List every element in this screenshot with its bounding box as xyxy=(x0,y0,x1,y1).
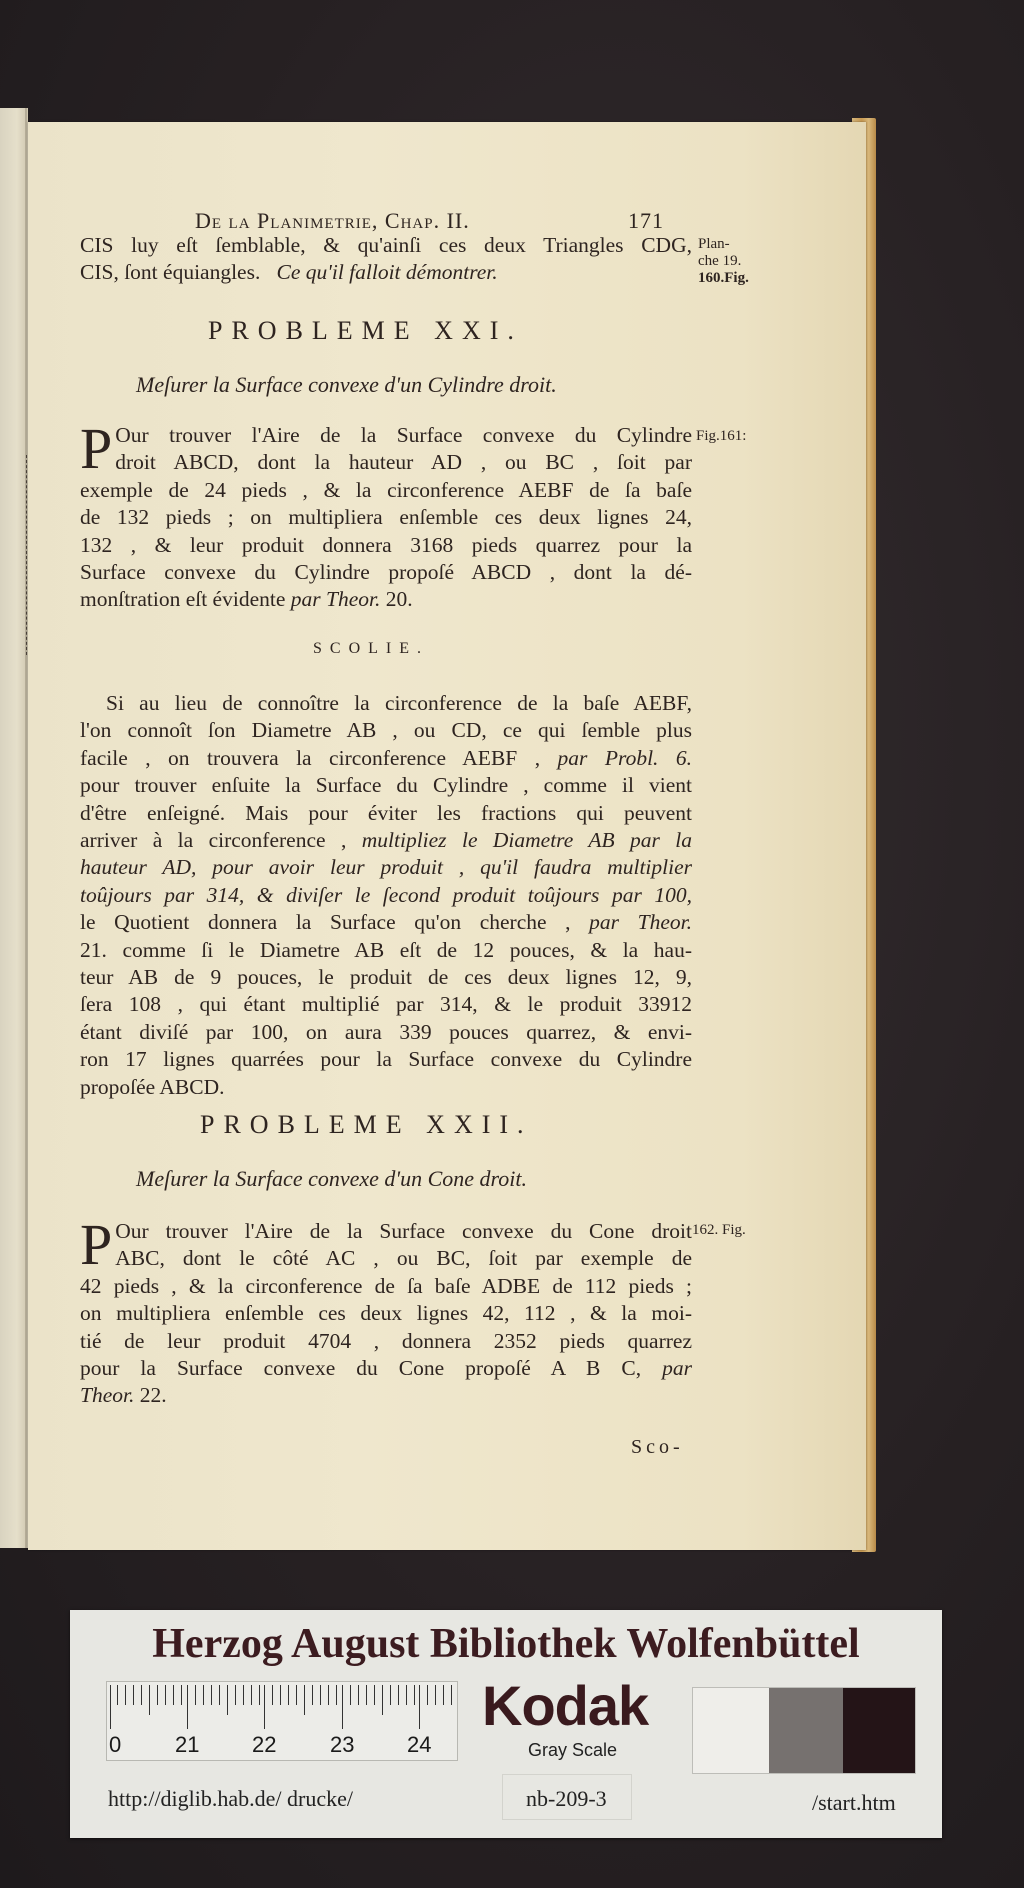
heading-scolie: SCOLIE. xyxy=(313,640,429,657)
continuation-text xyxy=(80,232,692,287)
shelfmark: nb-209-3 xyxy=(526,1786,607,1811)
paragraph-probleme-xxii: P Our trouver l'Aire de la Surface convexe du Cone droit ABC, dont le côté AC , ou BC, ſoit par exemple de 42 pieds , & la circonference de ſa baſe ADBE de 112 pieds ; on multipliera enſemble ces deux lignes 42, 112 , & la moi- tié de leur produit 4704 , donnera 2352 pieds quarrez pour la Surface convexe du Cone propoſé A B C, par Theor. 22. xyxy=(80,1212,692,1408)
ruler-label: 24 xyxy=(407,1732,432,1757)
dropcap: P xyxy=(80,416,113,481)
subtitle-probleme-xxi: Meſurer la Surface convexe d'un Cylindre droit. xyxy=(136,372,557,397)
text-line: CIS, ſont équiangles. Ce qu'il falloit démontrer. xyxy=(80,260,498,285)
heading-probleme-xxi: PROBLEME XXI. xyxy=(208,316,523,345)
page-number: 171 xyxy=(628,208,664,233)
paragraph-scolie: Si au lieu de connoître la circonference de la baſe AEBF, l'on connoît ſon Diametre AB , ou CD, ce qui ſemble plus facile , on trouvera la circonference AEBF , par Probl. 6. pour trouver enſuite la Surface du Cylindre , comme il vient d'être enſeigné. Mais pour éviter les fractions qui peuvent arriver à la circonference , multipliez le Diametre AB par la hauteur AD, pour avoir leur produit , qu'il faudra multiplier toûjours par 314, & diviſer le ſecond produit toûjours par 100, le Quotient donnera la Surface qu'on cherche , par Theor. 21. comme ſi le Diametre AB eſt de 12 pouces, & la hau- teur AB de 9 pouces, le produit de ces deux lignes 12, 9, ſera 108 , qui étant multiplié par 314, & le produit 33912 étant diviſé par 100, on aura 339 pouces quarrez, & envi- ron 17 lignes quarrées pour la Surface convexe du Cylindre propoſée ABCD. xyxy=(80,691,693,1099)
paragraph-probleme-xxi: P Our trouver l'Aire de la Surface convexe du Cylindre droit ABCD, dont la hauteur AD , ou BC , ſoit par exemple de 24 pieds , & la circonference AEBF de ſa baſe de 132 pieds ; on multipliera enſemble ces deux lignes 24, 132 , & leur produit donnera 3168 pieds quarrez pour la Surface convexe du Cylindre propoſé ABCD , dont la dé- monſtration eſt évidente par Theor. 20. xyxy=(80,416,692,612)
text-line: CIS luy eſt ſemblable, & qu'ainſi ces deux Triangles CDG, xyxy=(80,233,692,257)
ruler-label: 21 xyxy=(175,1732,200,1757)
url-suffix: /start.htm xyxy=(812,1790,896,1815)
catchword: Sco- xyxy=(631,1436,684,1458)
swatch-white xyxy=(693,1688,769,1773)
ruler-label: 0 xyxy=(109,1732,122,1757)
margin-note-fig161: Fig.161: xyxy=(696,428,747,444)
previous-page-edge xyxy=(0,108,28,1548)
ruler-label: 23 xyxy=(330,1732,355,1757)
gray-scale-label: Gray Scale xyxy=(528,1740,618,1760)
heading-probleme-xxii: PROBLEME XXII. xyxy=(200,1110,533,1139)
margin-note-fig162: 162. Fig. xyxy=(692,1222,746,1238)
book-page xyxy=(28,122,866,1550)
kodak-logo: Kodak xyxy=(482,1674,649,1737)
measurement-ruler xyxy=(106,1681,458,1761)
url-prefix: http://diglib.hab.de/ drucke/ xyxy=(108,1786,354,1811)
running-head-title: De la Planimetrie, Chap. II. xyxy=(195,208,470,233)
library-scan-card xyxy=(70,1610,942,1838)
swatch-gray xyxy=(769,1688,843,1773)
dropcap: P xyxy=(80,1212,113,1277)
swatch-black xyxy=(843,1688,915,1773)
ruler-label: 22 xyxy=(252,1732,277,1757)
margin-note-planche: Plan- che 19. 160.Fig. xyxy=(698,236,749,286)
library-name: Herzog August Bibliothek Wolfenbüttel xyxy=(152,1621,860,1667)
subtitle-probleme-xxii: Meſurer la Surface convexe d'un Cone droit. xyxy=(136,1166,528,1191)
gray-scale-swatches xyxy=(692,1687,916,1774)
